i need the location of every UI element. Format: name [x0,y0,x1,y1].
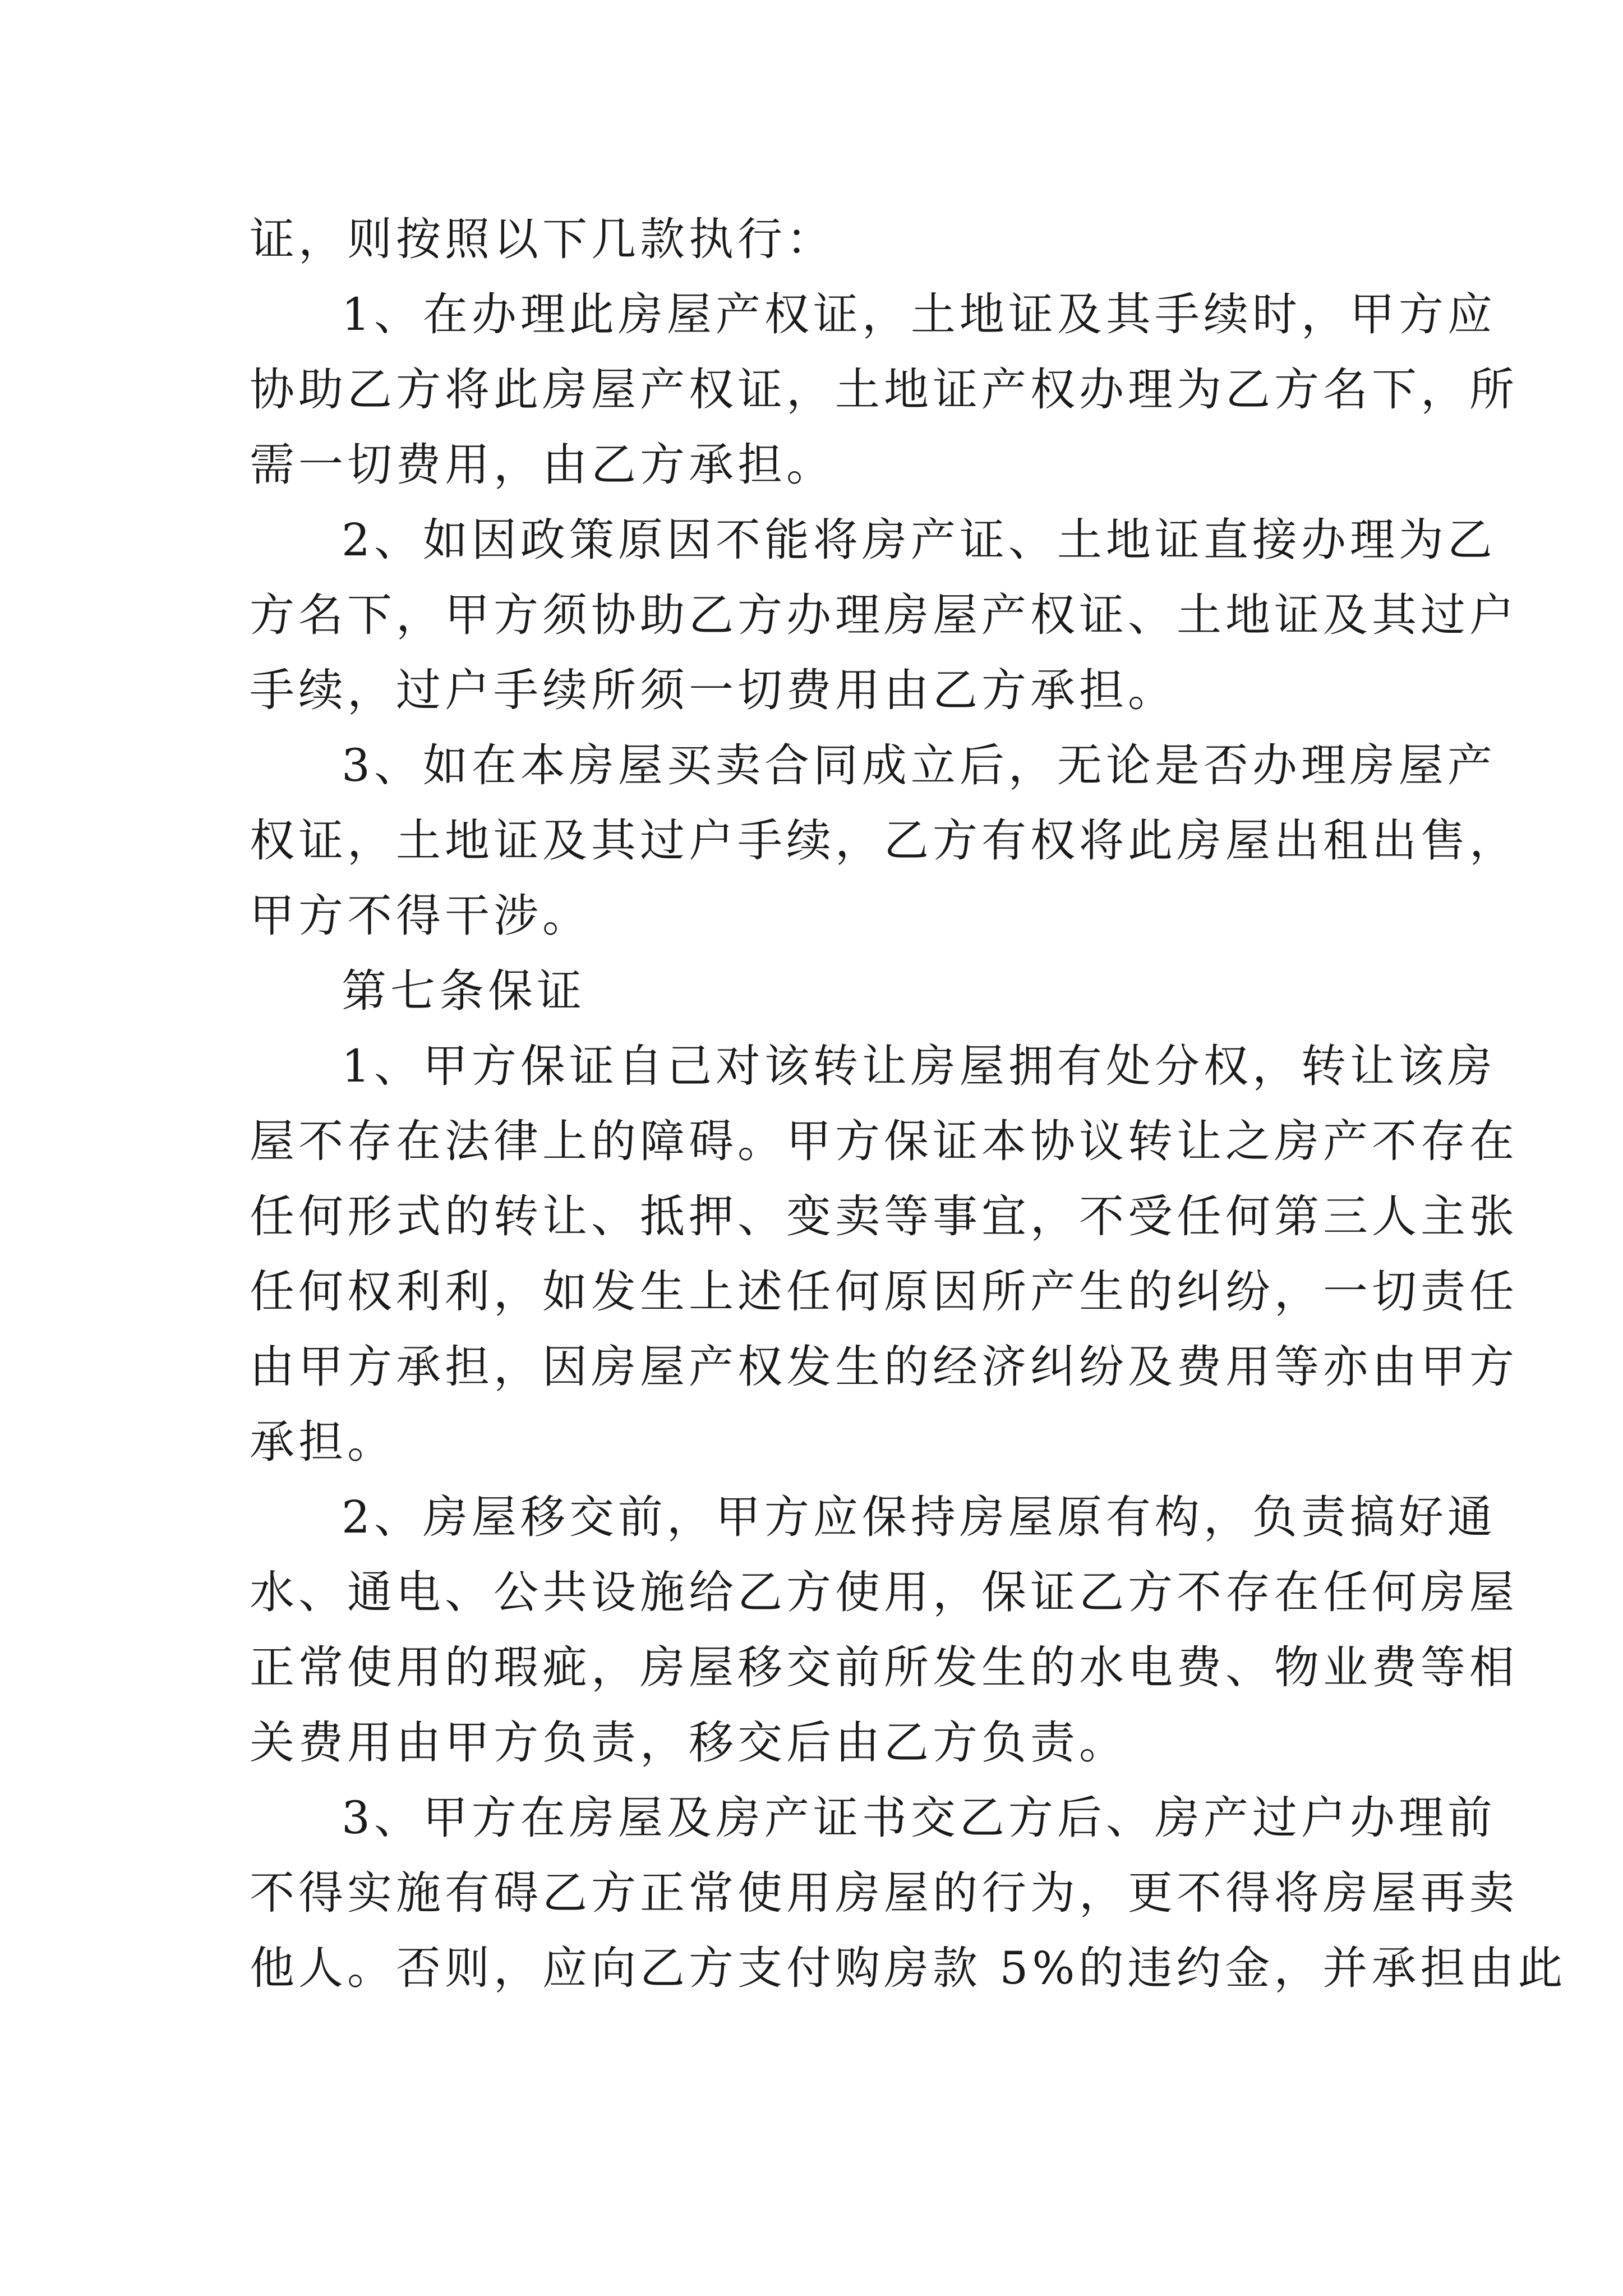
text-line: 水、通电、公共设施给乙方使用，保证乙方不存在任何房屋 [250,1566,1518,1618]
document-body [250,202,1567,2006]
text-line: 需一切费用，由乙方承担。 [250,439,835,491]
text-line: 不得实施有碍乙方正常使用房屋的行为，更不得将房屋再卖 [250,1867,1518,1919]
text-line: 3、如在本房屋买卖合同成立后，无论是否办理房屋产 [342,739,1496,792]
text-line: 正常使用的瑕疵，房屋移交前所发生的水电费、物业费等相 [250,1641,1518,1694]
text-line: 承担。 [250,1416,396,1468]
text-line: 方名下，甲方须协助乙方办理房屋产权证、土地证及其过户 [250,589,1518,641]
text-line: 1、甲方保证自己对该转让房屋拥有处分权，转让该房 [342,1040,1496,1092]
text-line: 证，则按照以下几款执行： [250,213,835,265]
text-line: 他人。否则，应向乙方支付购房款 5%的违约金，并承担由此 [250,1942,1567,1994]
text-line: 任何权利利，如发生上述任何原因所产生的纠纷，一切责任 [250,1266,1518,1318]
text-line: 手续，过户手续所须一切费用由乙方承担。 [250,664,1177,716]
text-line: 屋不存在法律上的障碍。甲方保证本协议转让之房产不存在 [250,1115,1518,1167]
text-line: 协助乙方将此房屋产权证，土地证产权办理为乙方名下，所 [250,364,1518,416]
text-line: 2、如因政策原因不能将房产证、土地证直接办理为乙 [342,514,1496,566]
text-line: 由甲方承担，因房屋产权发生的经济纠纷及费用等亦由甲方 [250,1341,1518,1393]
text-line: 任何形式的转让、抵押、变卖等事宜，不受任何第三人主张 [250,1190,1518,1243]
text-line: 第七条保证 [342,965,585,1017]
text-line: 1、在办理此房屋产权证，土地证及其手续时，甲方应 [342,288,1496,341]
text-line: 关费用由甲方负责，移交后由乙方负责。 [250,1717,1128,1769]
text-line: 甲方不得干涉。 [250,890,591,942]
text-line: 2、房屋移交前，甲方应保持房屋原有构，负责搞好通 [342,1491,1496,1543]
text-line: 权证，土地证及其过户手续，乙方有权将此房屋出租出售， [250,815,1518,867]
text-line: 3、甲方在房屋及房产证书交乙方后、房产过户办理前 [342,1792,1496,1844]
